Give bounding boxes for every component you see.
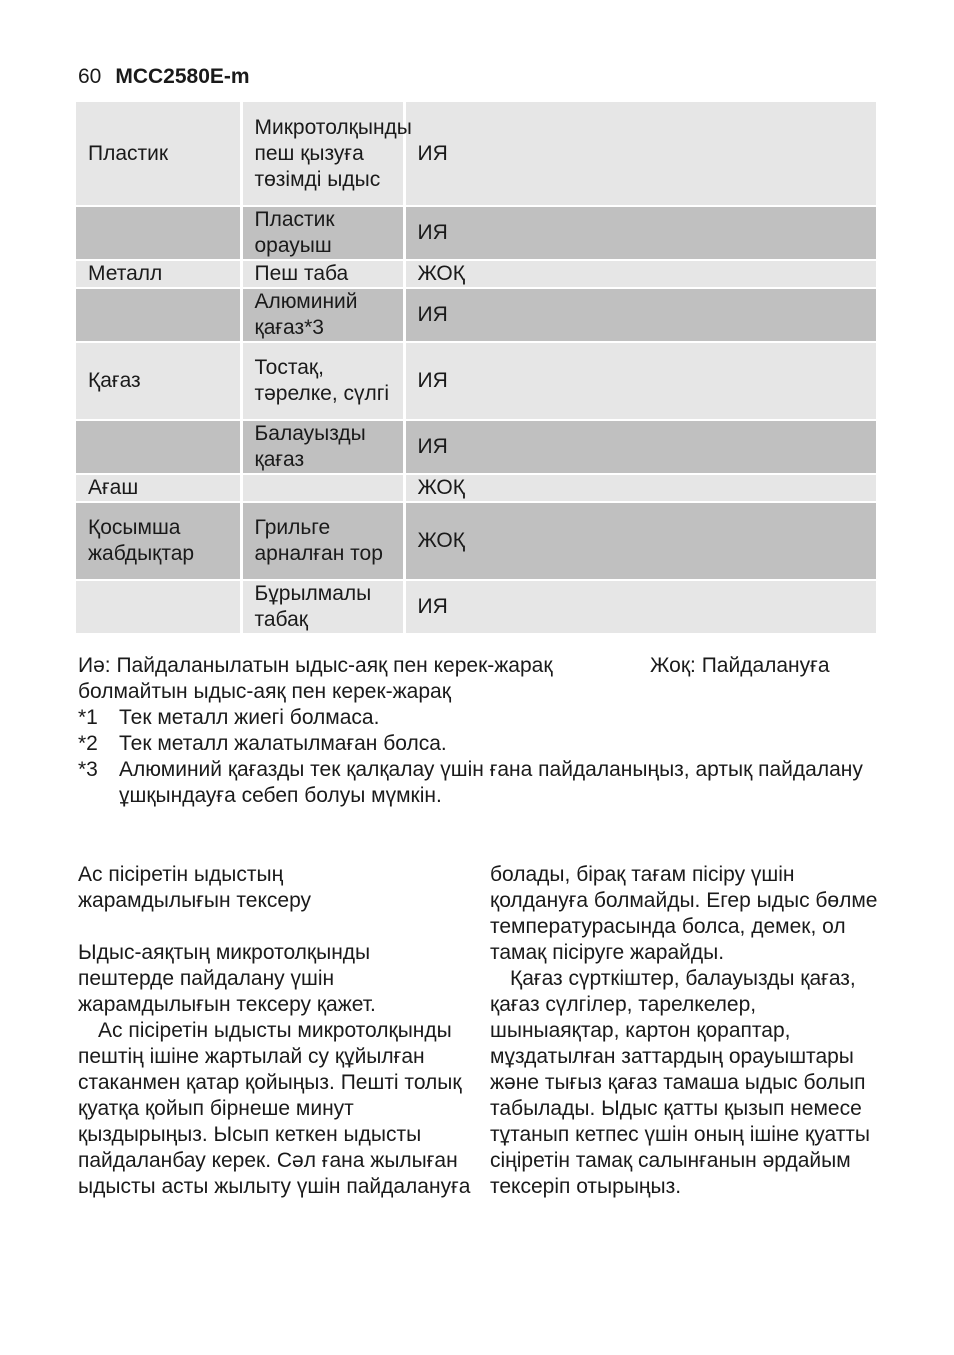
model-name: MCC2580E-m [115,65,250,88]
material-cell [76,420,241,474]
suitability-cell: ЖОҚ [404,474,876,502]
footnote [78,705,878,731]
material-cell [76,580,241,634]
table-row [76,206,876,260]
footnote-mark: *3 [78,758,98,781]
footnote-text: Тек металл жалатылмаған болса. [119,732,447,755]
table-row [76,342,876,420]
item-cell: Микротолқынды пеш қызуға төзімді ыдыс [241,102,404,206]
suitability-cell: ИЯ [404,420,876,474]
material-cell: Ағаш [76,474,241,502]
suitability-cell: ИЯ [404,102,876,206]
legend [78,653,878,679]
suitability-cell: ЖОҚ [404,260,876,288]
table-row [76,102,876,206]
paragraph: Ас пісіретін ыдысты микротолқынды пештің ішіне жартылай су құйылған стаканмен қатар қойыңыз. Пешті толық қуатқа қойып бірнеше минут қыздырыңыз. Ысып кеткен ыдысты пайдаланбау керек. Сәл ғана жылыған ыдысты асты жылыту үшін пайдалануға [78,1019,471,1198]
table-row [76,580,876,634]
item-cell: Алюминий қағаз*3 [241,288,404,342]
suitability-cell: ИЯ [404,580,876,634]
table-row [76,260,876,288]
material-cell: Қосымша жабдықтар [76,502,241,580]
table-notes [78,653,878,809]
material-cell: Металл [76,260,241,288]
page-header [78,64,250,90]
material-cell [76,288,241,342]
suitability-cell: ЖОҚ [404,502,876,580]
section-heading: Ас пісіретін ыдыстың жарамдылығын тексеру [78,863,312,912]
item-cell: Балауызды қағаз [241,420,404,474]
table-row [76,288,876,342]
cookware-compatibility-table [76,102,876,635]
table-row [76,502,876,580]
paragraph: болады, бірақ тағам пісіру үшін қолдануға болмайды. Егер ыдыс бөлме температурасында болса, демек, ол тамақ пісіруге жарайды. [490,863,878,964]
table-row [76,420,876,474]
material-cell: Пластик [76,102,241,206]
material-cell [76,206,241,260]
suitability-cell: ИЯ [404,288,876,342]
page-number: 60 [78,65,102,88]
suitability-cell: ИЯ [404,206,876,260]
footnote-text: Тек металл жиегі болмаса. [119,706,380,729]
table-row [76,474,876,502]
suitability-cell: ИЯ [404,342,876,420]
legend-no: Жоқ: Пайдалануға [650,654,830,677]
left-text-column [78,862,478,1200]
item-cell: Тостақ, тәрелке, сүлгі [241,342,404,420]
paragraph: Қағаз сүрткіштер, балауызды қағаз, қағаз сүлгілер, тарелкелер, шыныаяқтар, картон қораптар, мұздатылған заттардың орауыштары және тығыз қағаз тамаша ыдыс болып табылады. Ыдыс қатты қызып немесе тұтанып кетпес үшін оның ішіне қуатты сіңіретін тамақ салынғанын әрдайым тексеріп отырыңыз. [490,967,871,1198]
footnote-text: Алюминий қағазды тек қалқалау үшін ғана пайдаланыңыз, артық пайдалану ұшқындауға себеп болуы мүмкін. [119,758,863,807]
right-text-column [490,862,880,1200]
footnote [78,731,878,757]
legend-no-continued: болмайтын ыдыс-аяқ пен керек-жарақ [78,680,451,703]
footnote-mark: *1 [78,706,98,729]
item-cell: Бұрылмалы табақ [241,580,404,634]
item-cell: Пеш таба [241,260,404,288]
item-cell: Грильге арналған тор [241,502,404,580]
legend-yes: Иә: Пайдаланылатын ыдыс-аяқ пен керек-жарақ [78,654,553,677]
item-cell [241,474,404,502]
material-cell: Қағаз [76,342,241,420]
footnote [78,757,878,809]
item-cell: Пластик орауыш [241,206,404,260]
footnote-mark: *2 [78,732,98,755]
paragraph: Ыдыс-аяқтың микротолқынды пештерде пайдалану үшін жарамдылығын тексеру қажет. [78,941,376,1016]
